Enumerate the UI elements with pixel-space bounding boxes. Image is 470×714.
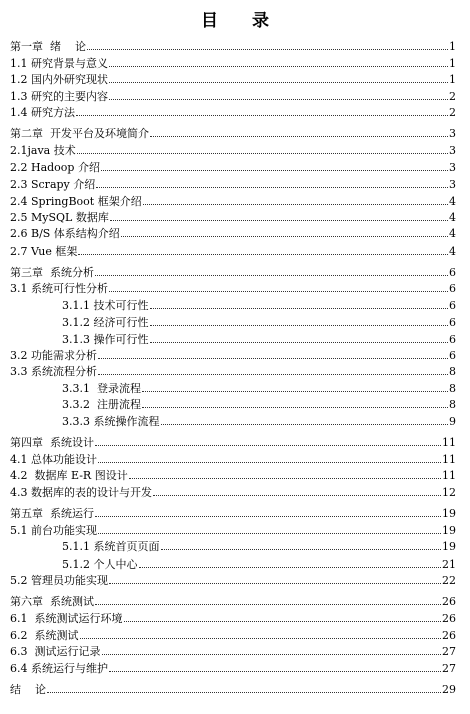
toc-entry-label: 5.1.1 系统首页页面 bbox=[62, 540, 160, 553]
toc-dot-leader bbox=[142, 390, 448, 392]
toc-entry-page-number: 3 bbox=[449, 178, 456, 191]
toc-dot-leader bbox=[121, 235, 448, 237]
toc-dot-leader bbox=[109, 290, 448, 292]
toc-entry-page-number: 4 bbox=[449, 227, 456, 240]
toc-entry-label: 3.1.1 技术可行性 bbox=[62, 299, 149, 312]
toc-dot-leader bbox=[109, 65, 448, 67]
toc-dot-leader bbox=[95, 444, 441, 446]
toc-entry-label: 第三章 系统分析 bbox=[10, 266, 94, 279]
toc-entry[interactable] bbox=[10, 610, 456, 625]
toc-entry-label: 第四章 系统设计 bbox=[10, 436, 94, 449]
toc-dot-leader bbox=[95, 274, 448, 276]
toc-entry-label: 1.1 研究背景与意义 bbox=[10, 57, 108, 70]
toc-entry[interactable] bbox=[10, 142, 456, 157]
toc-entry-page-number: 26 bbox=[442, 595, 456, 608]
toc-dot-leader bbox=[110, 219, 448, 221]
toc-entry-page-number: 19 bbox=[442, 540, 456, 553]
toc-entry[interactable] bbox=[10, 264, 456, 279]
toc-entry[interactable] bbox=[10, 593, 456, 608]
toc-entry-label: 6.1 系统测试运行环境 bbox=[10, 612, 123, 625]
toc-entry-page-number: 26 bbox=[442, 629, 456, 642]
toc-entry[interactable] bbox=[10, 451, 456, 466]
toc-entry-label: 2.1java 技术 bbox=[10, 144, 76, 157]
toc-dot-leader bbox=[95, 515, 441, 517]
toc-entry[interactable] bbox=[10, 55, 456, 70]
toc-entry[interactable] bbox=[10, 643, 456, 658]
toc-dot-leader bbox=[98, 532, 441, 534]
toc-entry-page-number: 3 bbox=[449, 144, 456, 157]
toc-entry-label: 2.3 Scrapy 介绍 bbox=[10, 178, 96, 191]
toc-entry[interactable] bbox=[10, 627, 456, 642]
toc-entry-label: 3.3.1 登录流程 bbox=[62, 382, 141, 395]
toc-entry-label: 1.2 国内外研究现状 bbox=[10, 73, 108, 86]
toc-entry-page-number: 19 bbox=[442, 507, 456, 520]
toc-entry-page-number: 6 bbox=[449, 266, 456, 279]
toc-entry-label: 2.5 MySQL 数据库 bbox=[10, 211, 109, 224]
toc-entry[interactable] bbox=[10, 125, 456, 140]
toc-entry[interactable] bbox=[10, 522, 456, 537]
toc-entry[interactable] bbox=[62, 380, 456, 395]
toc-entry-page-number: 1 bbox=[449, 57, 456, 70]
toc-dot-leader bbox=[143, 203, 448, 205]
toc-entry-page-number: 4 bbox=[449, 211, 456, 224]
toc-title: 目 录 bbox=[201, 11, 283, 31]
toc-entry-label: 1.3 研究的主要内容 bbox=[10, 90, 108, 103]
toc-entry-page-number: 9 bbox=[449, 415, 456, 428]
toc-entry-page-number: 2 bbox=[449, 106, 456, 119]
toc-entry-page-number: 6 bbox=[449, 349, 456, 362]
toc-entry-label: 3.2 功能需求分析 bbox=[10, 349, 97, 362]
toc-entry-label: 2.7 Vue 框架 bbox=[10, 245, 78, 258]
toc-entry-page-number: 3 bbox=[449, 161, 456, 174]
toc-entry-label: 5.1.2 个人中心 bbox=[62, 558, 138, 571]
toc-dot-leader bbox=[87, 48, 448, 50]
toc-dot-leader bbox=[78, 253, 448, 255]
toc-dot-leader bbox=[101, 169, 448, 171]
toc-entry-page-number: 1 bbox=[449, 73, 456, 86]
toc-entry-page-number: 29 bbox=[442, 683, 456, 696]
toc-entry-label: 3.3.3 系统操作流程 bbox=[62, 415, 160, 428]
toc-dot-leader bbox=[161, 548, 442, 550]
toc-entry-page-number: 22 bbox=[442, 574, 456, 587]
toc-dot-leader bbox=[80, 637, 442, 639]
toc-dot-leader bbox=[109, 98, 448, 100]
toc-entry[interactable] bbox=[62, 396, 456, 411]
toc-entry[interactable] bbox=[10, 176, 456, 191]
toc-entry-label: 3.1.3 操作可行性 bbox=[62, 333, 149, 346]
toc-entry-label: 2.6 B/S 体系结构介绍 bbox=[10, 227, 120, 240]
toc-dot-leader bbox=[109, 670, 441, 672]
toc-entry[interactable] bbox=[10, 363, 456, 378]
toc-entry[interactable] bbox=[10, 505, 456, 520]
toc-entry-page-number: 6 bbox=[449, 299, 456, 312]
toc-dot-leader bbox=[161, 423, 449, 425]
toc-entry-page-number: 26 bbox=[442, 612, 456, 625]
toc-entry-label: 4.2 数据库 E-R 图设计 bbox=[10, 469, 128, 482]
toc-entry-page-number: 6 bbox=[449, 333, 456, 346]
toc-entry-page-number: 27 bbox=[442, 645, 456, 658]
toc-dot-leader bbox=[139, 566, 442, 568]
toc-entry[interactable] bbox=[10, 681, 456, 696]
toc-entry[interactable] bbox=[10, 467, 456, 482]
toc-dot-leader bbox=[98, 373, 448, 375]
toc-dot-leader bbox=[150, 307, 449, 309]
toc-entry[interactable] bbox=[10, 225, 456, 240]
toc-dot-leader bbox=[153, 494, 441, 496]
toc-entry[interactable] bbox=[62, 556, 456, 571]
toc-entry[interactable] bbox=[62, 413, 456, 428]
toc-entry-page-number: 19 bbox=[442, 524, 456, 537]
toc-entry-page-number: 4 bbox=[449, 195, 456, 208]
toc-entry[interactable] bbox=[62, 331, 456, 346]
toc-entry-page-number: 12 bbox=[442, 486, 456, 499]
toc-dot-leader bbox=[129, 477, 441, 479]
toc-entry-page-number: 27 bbox=[442, 662, 456, 675]
toc-entry[interactable] bbox=[10, 71, 456, 86]
toc-entry-label: 3.3.2 注册流程 bbox=[62, 398, 141, 411]
toc-entry-page-number: 11 bbox=[442, 469, 456, 482]
toc-dot-leader bbox=[150, 135, 448, 137]
toc-entry[interactable] bbox=[62, 314, 456, 329]
toc-entry-label: 5.2 管理员功能实现 bbox=[10, 574, 108, 587]
toc-entry-label: 6.2 系统测试 bbox=[10, 629, 79, 642]
toc-entry-page-number: 1 bbox=[449, 40, 456, 53]
toc-entry-label: 2.2 Hadoop 介绍 bbox=[10, 161, 100, 174]
toc-entry[interactable] bbox=[10, 347, 456, 362]
toc-dot-leader bbox=[124, 620, 442, 622]
toc-entry-label: 第六章 系统测试 bbox=[10, 595, 94, 608]
toc-dot-leader bbox=[150, 324, 449, 326]
toc-entry-page-number: 6 bbox=[449, 282, 456, 295]
toc-entry[interactable] bbox=[10, 660, 456, 675]
toc-dot-leader bbox=[77, 152, 448, 154]
toc-entry-label: 4.3 数据库的表的设计与开发 bbox=[10, 486, 152, 499]
toc-entry-page-number: 21 bbox=[442, 558, 456, 571]
toc-dot-leader bbox=[47, 691, 441, 693]
toc-entry-label: 第二章 开发平台及环境简介 bbox=[10, 127, 149, 140]
toc-entry[interactable] bbox=[10, 209, 456, 224]
toc-entry[interactable] bbox=[10, 104, 456, 119]
toc-entry-label: 3.1.2 经济可行性 bbox=[62, 316, 149, 329]
toc-entry-label: 第五章 系统运行 bbox=[10, 507, 94, 520]
toc-entry-label: 1.4 研究方法 bbox=[10, 106, 75, 119]
toc-entry[interactable] bbox=[10, 434, 456, 449]
toc-dot-leader bbox=[109, 582, 441, 584]
toc-entry-page-number: 8 bbox=[449, 382, 456, 395]
toc-entry[interactable] bbox=[10, 159, 456, 174]
toc-entry-page-number: 8 bbox=[449, 365, 456, 378]
toc-dot-leader bbox=[150, 341, 449, 343]
toc-dot-leader bbox=[102, 653, 442, 655]
toc-entry-page-number: 11 bbox=[442, 436, 456, 449]
toc-entry-page-number: 3 bbox=[449, 127, 456, 140]
toc-dot-leader bbox=[98, 357, 448, 359]
toc-entry[interactable] bbox=[10, 484, 456, 499]
toc-entry-label: 3.3 系统流程分析 bbox=[10, 365, 97, 378]
toc-dot-leader bbox=[76, 114, 448, 116]
toc-entry[interactable] bbox=[10, 572, 456, 587]
toc-entry-label: 6.4 系统运行与维护 bbox=[10, 662, 108, 675]
toc-entry-label: 6.3 测试运行记录 bbox=[10, 645, 101, 658]
toc-entry-label: 结 论 bbox=[10, 683, 46, 696]
toc-entry[interactable] bbox=[10, 193, 456, 208]
toc-entry-label: 5.1 前台功能实现 bbox=[10, 524, 97, 537]
toc-entry-page-number: 4 bbox=[449, 245, 456, 258]
toc-entry-label: 4.1 总体功能设计 bbox=[10, 453, 97, 466]
toc-dot-leader bbox=[98, 461, 441, 463]
toc-entry-page-number: 6 bbox=[449, 316, 456, 329]
toc-entry-label: 2.4 SpringBoot 框架介绍 bbox=[10, 195, 142, 208]
toc-dot-leader bbox=[95, 603, 441, 605]
toc-entry[interactable] bbox=[10, 38, 456, 53]
toc-dot-leader bbox=[109, 81, 448, 83]
toc-entry[interactable] bbox=[62, 297, 456, 312]
toc-entry-page-number: 2 bbox=[449, 90, 456, 103]
toc-entry[interactable] bbox=[10, 280, 456, 295]
toc-entry-page-number: 8 bbox=[449, 398, 456, 411]
toc-entry-page-number: 11 bbox=[442, 453, 456, 466]
toc-entry[interactable] bbox=[10, 88, 456, 103]
toc-entry-label: 第一章 绪 论 bbox=[10, 40, 86, 53]
toc-dot-leader bbox=[142, 406, 448, 408]
toc-entry[interactable] bbox=[10, 243, 456, 258]
toc-entry[interactable] bbox=[62, 538, 456, 553]
toc-entry-label: 3.1 系统可行性分析 bbox=[10, 282, 108, 295]
toc-dot-leader bbox=[96, 186, 448, 188]
